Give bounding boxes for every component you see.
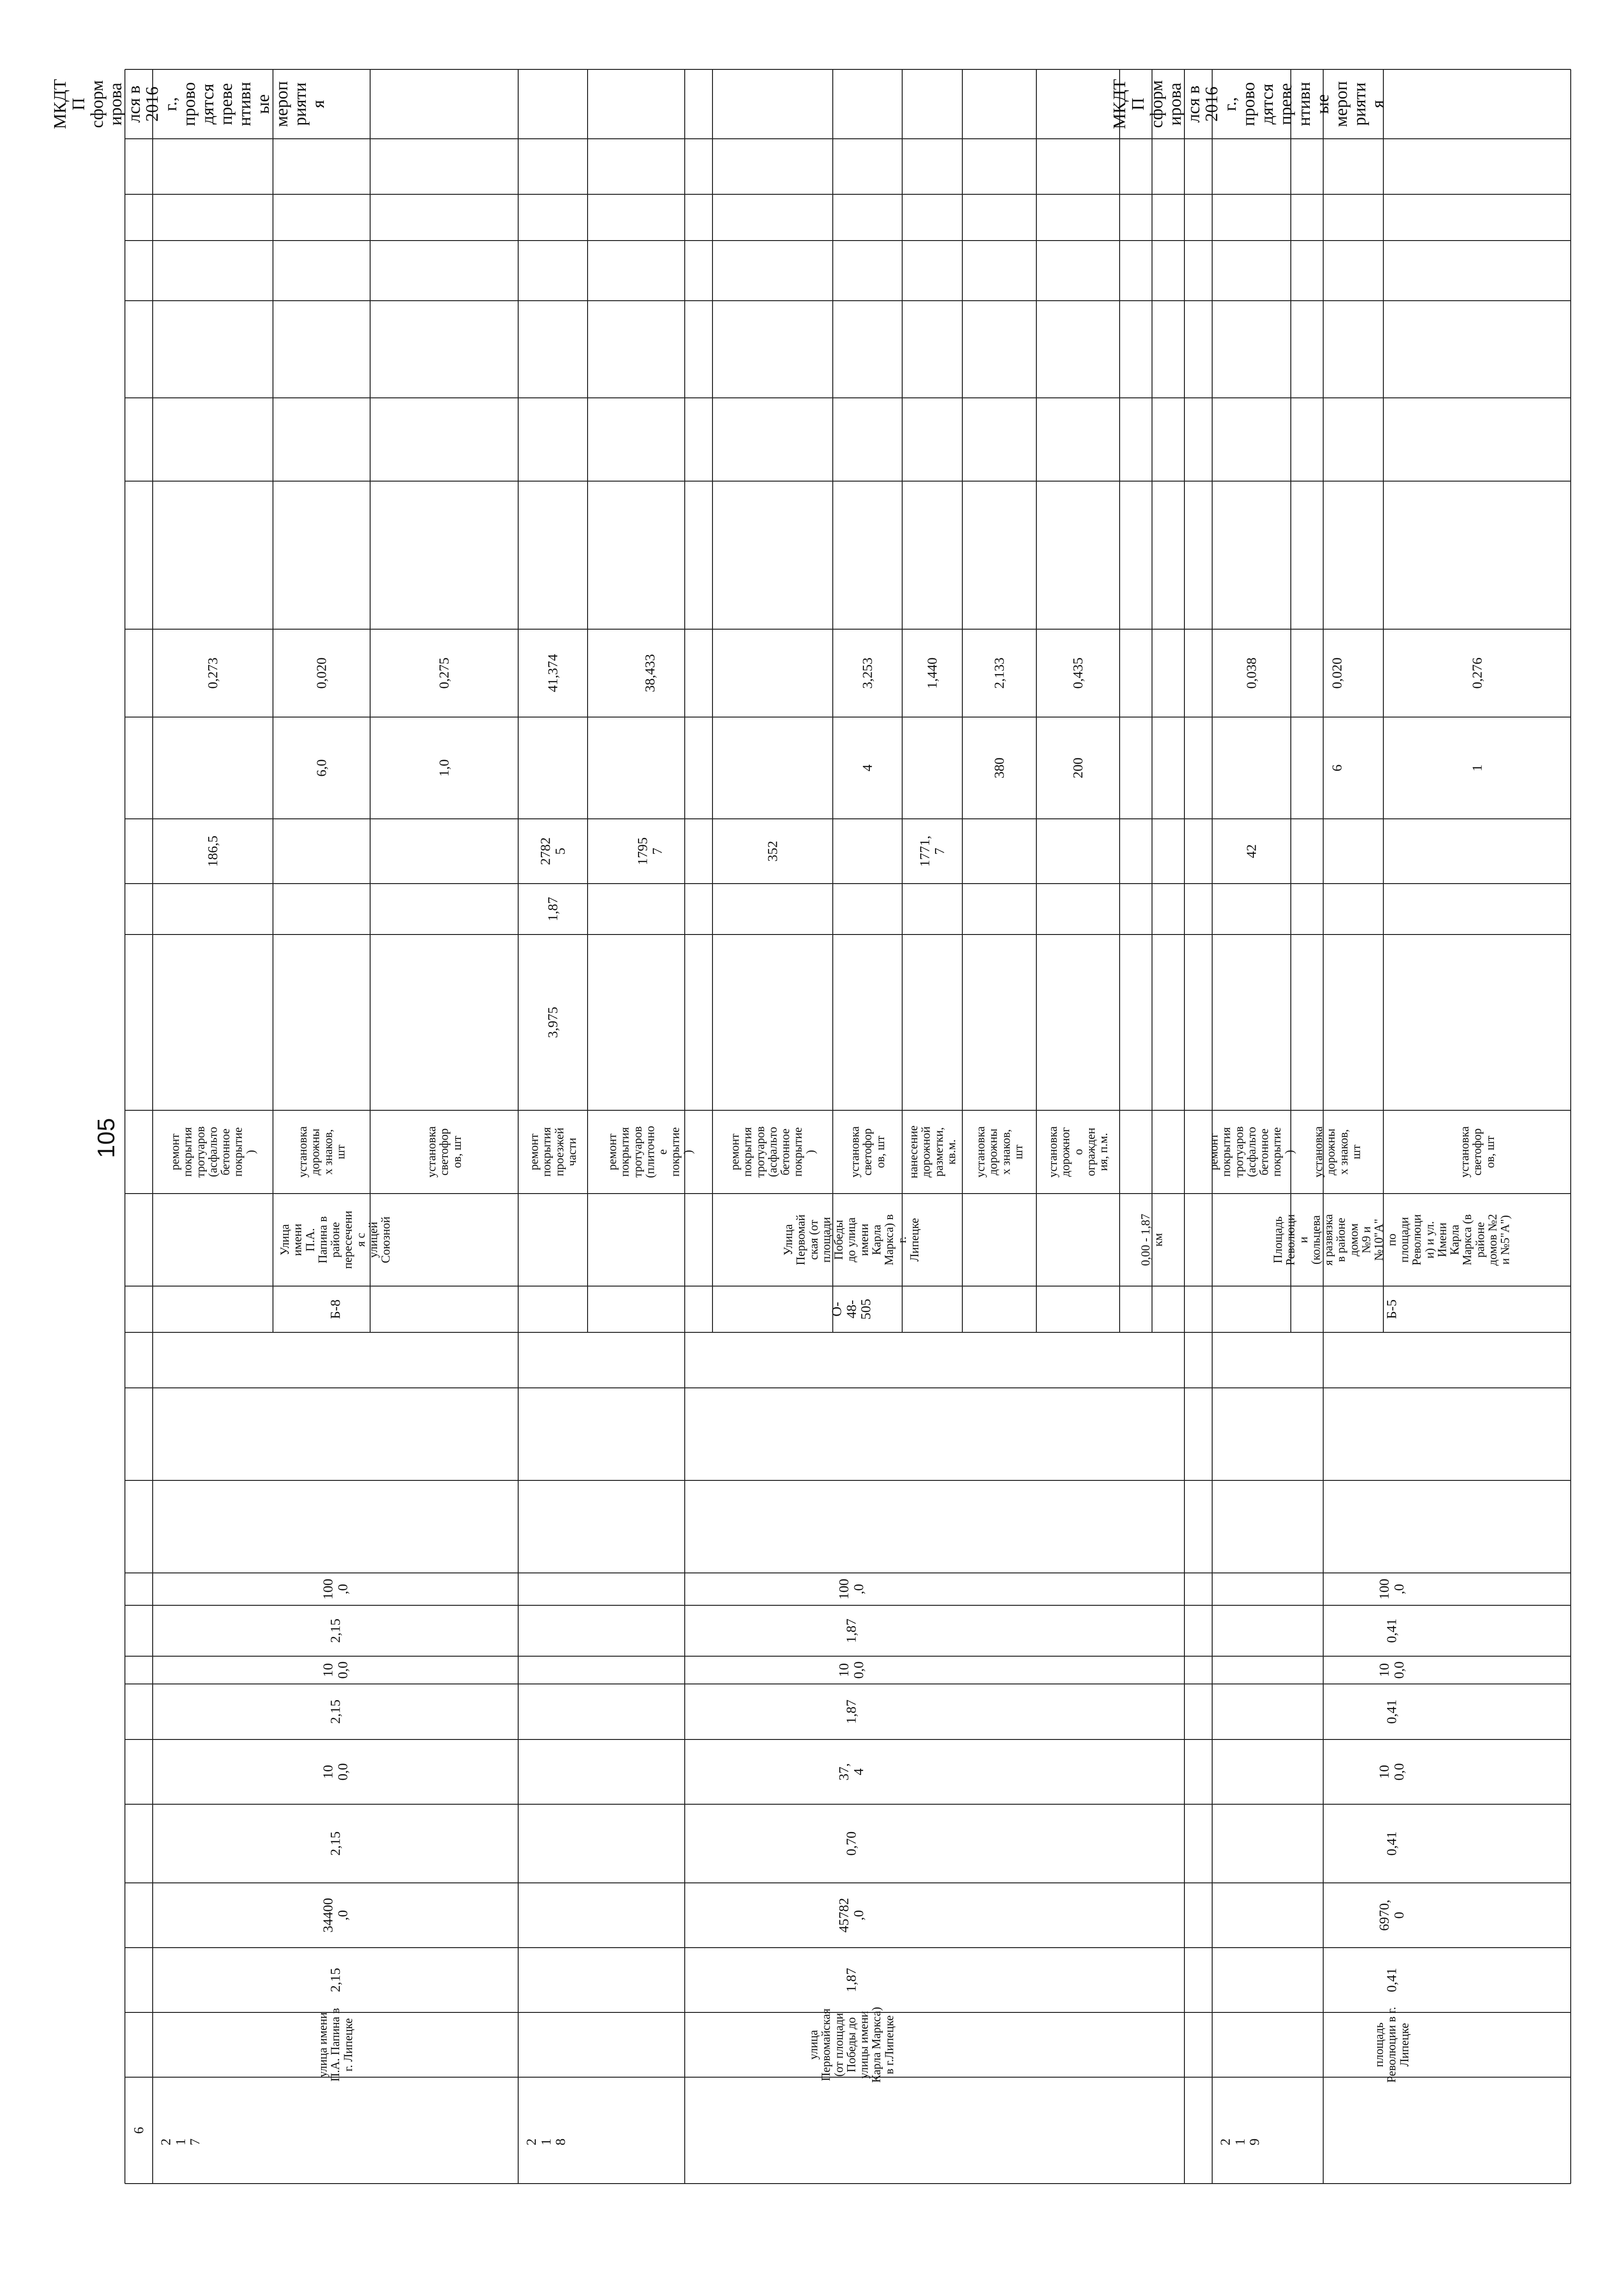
work-cost <box>1291 629 1383 717</box>
note <box>50 69 328 139</box>
total-km <box>1212 1605 1571 1656</box>
work-amount-text: 2782 5 <box>538 837 568 865</box>
percent-a-text: 10 0,0 <box>1376 1763 1406 1781</box>
work-type-label <box>588 1110 712 1194</box>
total-km-text: 0,41 <box>1383 1618 1399 1643</box>
work-amount <box>712 819 833 884</box>
object-name-text: улица имени П.А. Папина в г. Липецке <box>316 2008 355 2082</box>
object-name <box>518 2007 1184 2083</box>
work-type-label <box>1383 1110 1571 1194</box>
work-cost-text: 38,433 <box>642 654 658 693</box>
work-width <box>518 884 588 934</box>
row-number-text: 2 1 8 <box>523 2138 568 2146</box>
work-cost-text: 41,374 <box>545 654 561 693</box>
work-cost <box>588 629 712 717</box>
road-section-name-text: Улица Первомай ская (от площади Победы до улица имени Карла Маркса) в г. Липецке <box>781 1214 921 1266</box>
work-cost <box>962 629 1036 717</box>
percent-b <box>153 1656 518 1684</box>
work-quantity <box>273 717 370 819</box>
work-type-label <box>712 1110 833 1194</box>
row-number <box>518 2100 574 2184</box>
row-number <box>1212 2100 1268 2184</box>
work-quantity-text: 6 <box>1329 764 1345 772</box>
road-area <box>1212 1883 1571 1948</box>
work-amount <box>588 819 712 884</box>
work-quantity-text: 380 <box>991 757 1007 779</box>
road-length-text: 0,41 <box>1383 1968 1399 1993</box>
work-cost-text: 2,133 <box>991 657 1007 689</box>
percent-a-text: 37, 4 <box>836 1763 866 1781</box>
work-length-text: 3,975 <box>545 1007 561 1038</box>
work-type-label <box>153 1110 273 1194</box>
percent-b-text: 10 0,0 <box>836 1661 866 1679</box>
norm-km <box>153 1684 518 1739</box>
road-code-text: О- 48- 505 <box>829 1299 873 1320</box>
road-section-name-text: Площадь Революци и (кольцева я развязка в районе домом №9 и №10"А" по площади Революци и) и ул. Имени Карла Маркса (в районе домов №2 и №5"А") <box>1271 1214 1512 1266</box>
work-cost <box>902 629 962 717</box>
road-code <box>1212 1286 1571 1332</box>
work-type-label <box>518 1110 588 1194</box>
work-amount-text: 1771, 7 <box>917 835 947 867</box>
work-cost-text: 0,435 <box>1070 657 1086 689</box>
work-quantity <box>370 717 518 819</box>
total-km-text: 1,87 <box>843 1618 859 1643</box>
percent-b-text: 10 0,0 <box>1376 1661 1406 1679</box>
road-range-text: 0,00 - 1,87 км <box>1139 1213 1165 1266</box>
work-cost-text: 1,440 <box>924 657 940 689</box>
note <box>1109 69 1388 139</box>
work-quantity-text: 1,0 <box>436 759 452 777</box>
work-cost <box>153 629 273 717</box>
work-amount-text: 186,5 <box>205 835 221 867</box>
column-header-number-text: 6 <box>131 2127 147 2134</box>
work-cost-text: 0,273 <box>205 657 221 689</box>
work-type-label <box>273 1110 370 1194</box>
work-cost <box>370 629 518 717</box>
work-type-label-text: установка дорожны х знаков, шт <box>973 1126 1025 1178</box>
object-name-text: площадь Революции в г. Липецке <box>1372 2006 1411 2083</box>
work-type-label-text: установка дорожног о огражден ия, п.м. <box>1046 1126 1110 1178</box>
norm-km-text: 1,87 <box>843 1699 859 1724</box>
work-type-label-text: установка светофор ов, шт <box>425 1126 464 1178</box>
work-width-text: 1,87 <box>545 897 561 922</box>
work-type-label-text: нанесение дорожной разметки, кв.м. <box>906 1125 958 1179</box>
work-type-label-text: ремонт покрытия тротуаров (асфальто бетонное покрытие ) <box>728 1126 818 1178</box>
work-type-label-text: ремонт покрытия тротуаров (асфальто бетонное покрытие ) <box>1207 1126 1296 1178</box>
work-cost-text: 0,276 <box>1469 657 1485 689</box>
work-length <box>518 934 588 1110</box>
road-area-text: 6970, 0 <box>1376 1900 1406 1931</box>
column-header-number <box>125 2077 153 2184</box>
work-type-label <box>833 1110 902 1194</box>
work-cost-text: 3,253 <box>860 657 875 689</box>
work-quantity <box>833 717 902 819</box>
work-quantity <box>1291 717 1383 819</box>
work-quantity <box>1383 717 1571 819</box>
work-type-label-text: ремонт покрытия тротуаров (плиточно е покрытие ) <box>605 1126 695 1178</box>
road-length <box>518 1948 1184 2012</box>
road-range <box>1120 1194 1184 1286</box>
work-quantity <box>1036 717 1120 819</box>
work-quantity-text: 4 <box>860 764 875 772</box>
row-number <box>153 2100 208 2184</box>
road-length <box>1212 1948 1571 2012</box>
road-section-name <box>518 1194 1184 1286</box>
percent-b <box>1212 1656 1571 1684</box>
work-amount-text: 1795 7 <box>635 837 665 865</box>
work-cost-text: 0,275 <box>436 657 452 689</box>
note-text: МКДТ П сформ ирова лся в 2016 г., прово дятся преве нтивн ые мероп рияти я <box>50 79 328 130</box>
road-area-text: 34400 ,0 <box>320 1898 350 1933</box>
work-cost <box>518 629 588 717</box>
percent-b <box>518 1656 1184 1684</box>
work-cost-text: 0,038 <box>1244 657 1259 689</box>
norm-km-text: 2,15 <box>328 1699 343 1724</box>
road-code-text: Б-5 <box>1383 1299 1399 1319</box>
road-code <box>153 1286 518 1332</box>
work-amount-text: 42 <box>1244 844 1259 858</box>
percent-a <box>1212 1739 1571 1804</box>
percent-c <box>1212 1573 1571 1605</box>
repaired-km <box>518 1804 1184 1883</box>
road-length-text: 1,87 <box>843 1968 859 1993</box>
percent-a <box>153 1739 518 1804</box>
percent-a-text: 10 0,0 <box>320 1763 350 1781</box>
page-number: 105 <box>93 1118 120 1158</box>
work-cost <box>833 629 902 717</box>
work-quantity <box>962 717 1036 819</box>
norm-km <box>1212 1684 1571 1739</box>
road-section-name <box>1212 1194 1571 1286</box>
work-cost-text: 0,020 <box>314 657 329 689</box>
work-type-label <box>1036 1110 1120 1194</box>
repaired-km-text: 2,15 <box>328 1831 343 1856</box>
work-type-label <box>1291 1110 1383 1194</box>
row-number-text: 2 1 7 <box>158 2138 203 2146</box>
road-section-name-text: Улица имени П.А. Папина в районе пересечени я с улицей Союзной <box>278 1211 393 1269</box>
work-quantity-text: 1 <box>1469 764 1485 772</box>
work-type-label-text: установка светофор ов, шт <box>848 1126 887 1178</box>
repaired-km-text: 0,70 <box>843 1831 859 1856</box>
road-area-text: 45782 ,0 <box>836 1898 866 1933</box>
work-cost <box>1383 629 1571 717</box>
object-name-text: улица Первомайская (от площади Победы до улицы имени Карла Маркса) в г.Липецке <box>806 2007 896 2083</box>
work-type-label <box>962 1110 1036 1194</box>
work-type-label <box>902 1110 962 1194</box>
road-code-text: Б-8 <box>328 1299 343 1319</box>
percent-a <box>518 1739 1184 1804</box>
repaired-km <box>1212 1804 1571 1883</box>
repaired-km-text: 0,41 <box>1383 1831 1399 1856</box>
work-quantity-text: 6,0 <box>314 759 329 777</box>
work-amount <box>518 819 588 884</box>
object-name <box>153 2008 518 2082</box>
work-type-label-text: установка дорожны х знаков, шт <box>296 1126 347 1178</box>
road-length-text: 2,15 <box>328 1968 343 1993</box>
work-type-label-text: установка дорожны х знаков, шт <box>1311 1126 1363 1178</box>
road-code <box>518 1286 1184 1332</box>
percent-b-text: 10 0,0 <box>320 1661 350 1679</box>
road-length <box>153 1948 518 2012</box>
norm-km-text: 0,41 <box>1383 1699 1399 1724</box>
note-text: МКДТ П сформ ирова лся в 2016 г., прово дятся преве нтивн ые мероп рияти я <box>1109 79 1388 130</box>
work-cost-text: 0,020 <box>1329 657 1345 689</box>
percent-c <box>153 1573 518 1605</box>
work-type-label-text: ремонт покрытия тротуаров (асфальто бетонное покрытие ) <box>168 1126 258 1178</box>
row-number-text: 2 1 9 <box>1217 2138 1262 2146</box>
object-name <box>1212 2006 1571 2083</box>
work-type-label-text: установка светофор ов, шт <box>1457 1126 1497 1178</box>
percent-c <box>518 1573 1184 1605</box>
percent-c-text: 100 ,0 <box>320 1578 350 1600</box>
percent-c-text: 100 ,0 <box>836 1578 866 1600</box>
work-cost <box>273 629 370 717</box>
total-km <box>518 1605 1184 1656</box>
work-cost <box>1212 629 1291 717</box>
work-amount-text: 352 <box>765 841 781 862</box>
work-amount <box>153 819 273 884</box>
road-area <box>153 1883 518 1948</box>
work-type-label <box>1207 1110 1296 1194</box>
work-cost <box>1036 629 1120 717</box>
percent-c-text: 100 ,0 <box>1376 1578 1406 1600</box>
total-km <box>153 1605 518 1656</box>
total-km-text: 2,15 <box>328 1618 343 1643</box>
work-amount <box>1212 819 1291 884</box>
work-type-label <box>370 1110 518 1194</box>
repaired-km <box>153 1804 518 1883</box>
work-quantity-text: 200 <box>1070 757 1086 779</box>
work-amount <box>902 819 962 884</box>
norm-km <box>518 1684 1184 1739</box>
road-section-name <box>153 1194 518 1286</box>
work-type-label-text: ремонт покрытия проезжей части <box>527 1127 579 1177</box>
road-area <box>518 1883 1184 1948</box>
